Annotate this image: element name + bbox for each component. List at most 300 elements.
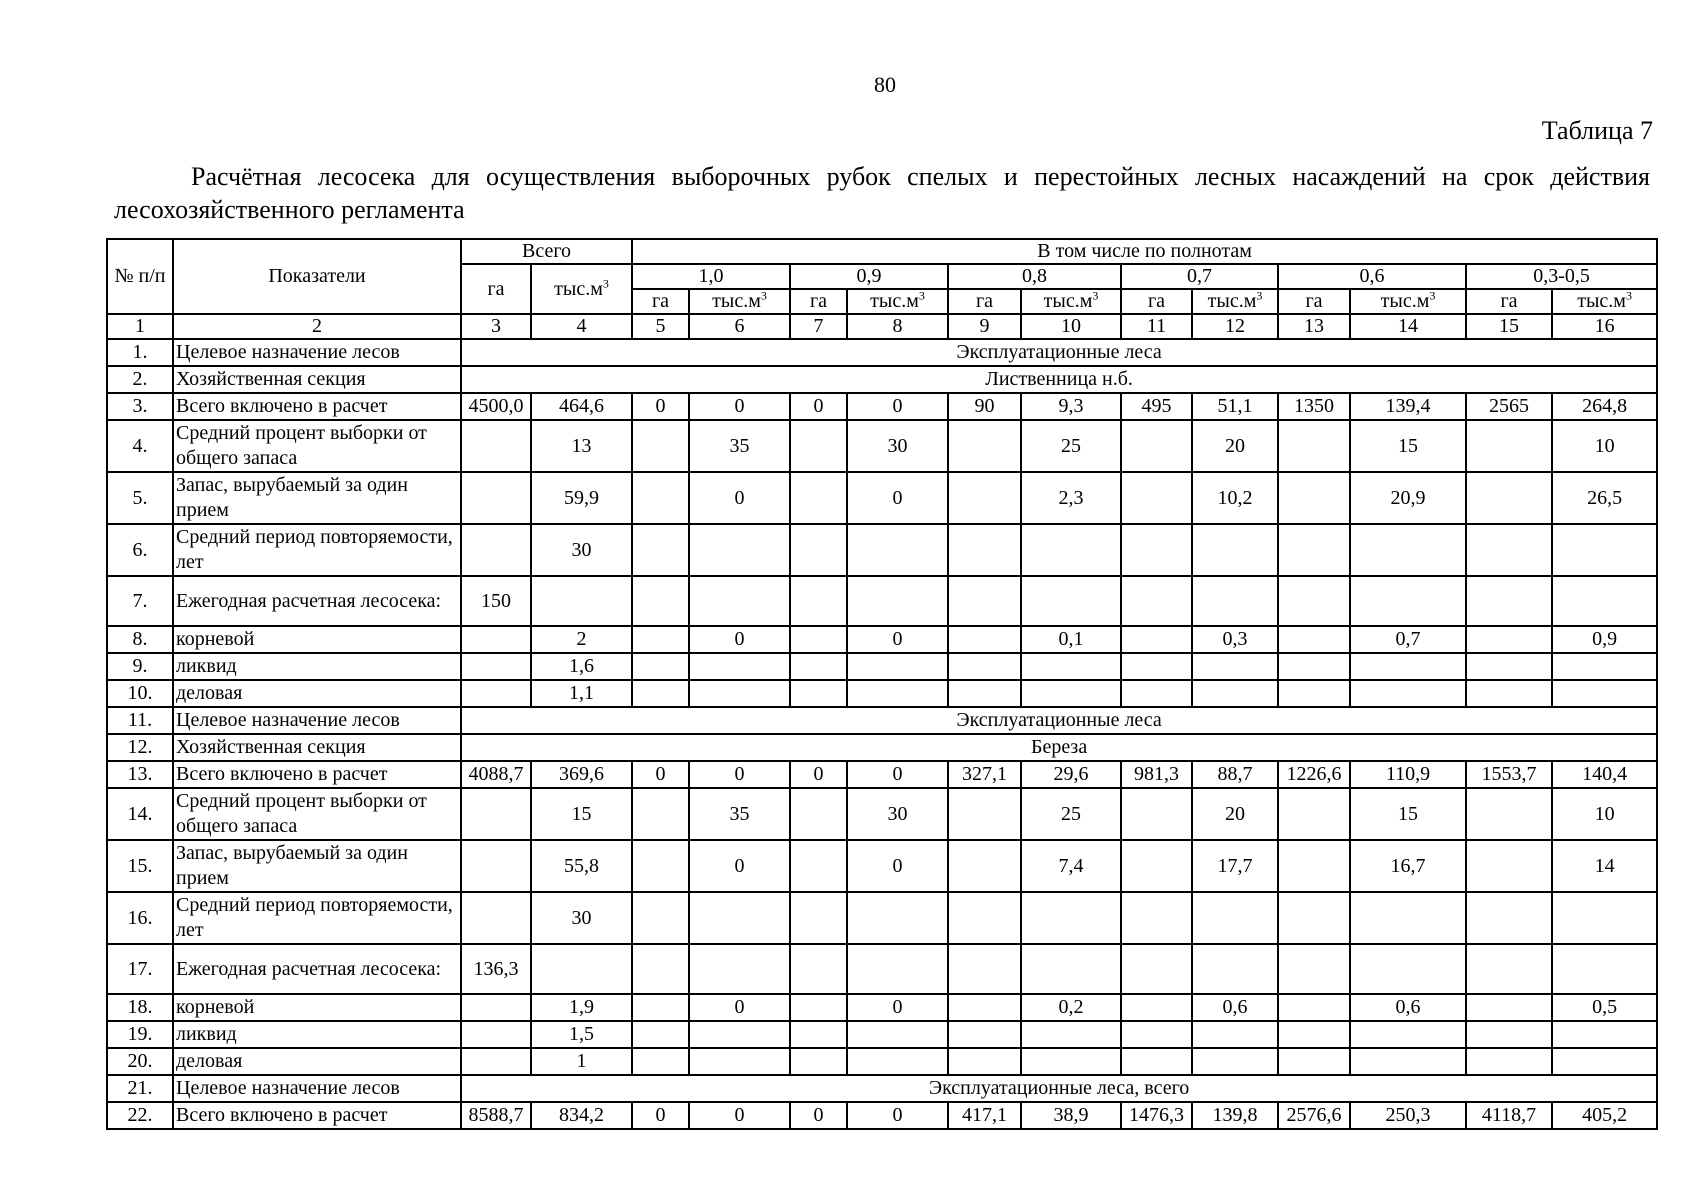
table-cell: 10	[1552, 420, 1657, 472]
table-cell	[632, 1048, 689, 1075]
table-cell	[632, 420, 689, 472]
table-row	[107, 761, 1657, 788]
table-cell: 0	[689, 840, 790, 892]
column-number: 2	[173, 314, 461, 339]
table-cell: 0	[790, 393, 847, 420]
column-number: 14	[1350, 314, 1466, 339]
table-cell: 0	[847, 393, 948, 420]
table-cell	[1350, 576, 1466, 626]
row-number: 1.	[107, 339, 173, 366]
row-number: 4.	[107, 420, 173, 472]
table-cell	[1552, 1048, 1657, 1075]
table-cell: 4500,0	[461, 393, 531, 420]
header-unit-volume: $тыс.м^3$	[1021, 289, 1121, 314]
table-cell: 4088,7	[461, 761, 531, 788]
table-cell: 90	[948, 393, 1021, 420]
table-cell	[948, 788, 1021, 840]
table-cell	[847, 576, 948, 626]
table-cell	[1278, 1021, 1350, 1048]
column-number: 6	[689, 314, 790, 339]
table-cell: 0,9	[1552, 626, 1657, 653]
table-cell	[1121, 994, 1192, 1021]
table-cell	[948, 420, 1021, 472]
column-number: 8	[847, 314, 948, 339]
table-cell: 20	[1192, 420, 1278, 472]
table-cell	[632, 653, 689, 680]
table-cell	[632, 524, 689, 576]
table-cell	[1466, 576, 1552, 626]
row-number: 18.	[107, 994, 173, 1021]
table-cell: 30	[847, 420, 948, 472]
row-number: 15.	[107, 840, 173, 892]
row-indicator: ликвид	[173, 1021, 461, 1048]
table-cell	[461, 653, 531, 680]
table-cell	[1466, 626, 1552, 653]
table-cell: 0,1	[1021, 626, 1121, 653]
row-number: 9.	[107, 653, 173, 680]
table-cell: 30	[847, 788, 948, 840]
row-indicator: деловая	[173, 1048, 461, 1075]
table-cell: 150	[461, 576, 531, 626]
table-cell: 15	[1350, 420, 1466, 472]
header-num: № п/п	[107, 239, 173, 314]
table-cell	[1021, 576, 1121, 626]
table-cell	[632, 472, 689, 524]
table-cell	[1121, 840, 1192, 892]
row-number: 7.	[107, 576, 173, 626]
column-number: 1	[107, 314, 173, 339]
table-cell: 55,8	[531, 840, 632, 892]
table-cell	[790, 576, 847, 626]
table-cell	[1121, 653, 1192, 680]
table-cell: 0	[847, 840, 948, 892]
table-cell	[689, 944, 790, 994]
column-number: 3	[461, 314, 531, 339]
row-indicator: Хозяйственная секция	[173, 366, 461, 393]
table-cell: 1,9	[531, 994, 632, 1021]
table-cell: 17,7	[1192, 840, 1278, 892]
table-cell	[689, 1048, 790, 1075]
table-cell	[1021, 524, 1121, 576]
table-cell	[1121, 472, 1192, 524]
table-cell	[790, 653, 847, 680]
header-density: 1,0	[632, 264, 790, 289]
row-indicator: Целевое назначение лесов	[173, 707, 461, 734]
table-cell	[1121, 576, 1192, 626]
table-cell	[1121, 524, 1192, 576]
table-cell: 136,3	[461, 944, 531, 994]
row-indicator: Средний процент выборки от общего запаса	[173, 420, 461, 472]
table-cell	[948, 653, 1021, 680]
table-cell: 0	[689, 994, 790, 1021]
table-row	[107, 734, 1657, 761]
table-cell: 0,6	[1350, 994, 1466, 1021]
table-cell	[948, 944, 1021, 994]
table-cell	[1350, 892, 1466, 944]
table-cell: 2	[531, 626, 632, 653]
table-label: Таблица 7	[1541, 116, 1653, 145]
table-cell	[790, 840, 847, 892]
table-cell: 0	[632, 393, 689, 420]
table-cell: 30	[531, 892, 632, 944]
row-span-value: Эксплуатационные леса	[461, 339, 1657, 366]
row-indicator: Хозяйственная секция	[173, 734, 461, 761]
table-cell	[531, 576, 632, 626]
table-cell: 16,7	[1350, 840, 1466, 892]
table-row	[107, 653, 1657, 680]
table-cell	[1121, 420, 1192, 472]
row-number: 10.	[107, 680, 173, 707]
table-cell	[948, 576, 1021, 626]
table-cell: 88,7	[1192, 761, 1278, 788]
row-indicator: ликвид	[173, 653, 461, 680]
table-cell	[1021, 892, 1121, 944]
table-cell	[1278, 524, 1350, 576]
table-cell: 2565	[1466, 393, 1552, 420]
table-cell	[1121, 788, 1192, 840]
table-cell	[1192, 653, 1278, 680]
row-indicator: Запас, вырубаемый за один прием	[173, 472, 461, 524]
table-cell	[1021, 1048, 1121, 1075]
table-cell: 10,2	[1192, 472, 1278, 524]
table-row	[107, 1048, 1657, 1075]
row-number: 21.	[107, 1075, 173, 1102]
table-cell: 0	[632, 761, 689, 788]
header-unit-ha: га	[632, 289, 689, 314]
table-row	[107, 524, 1657, 576]
table-cell	[1278, 576, 1350, 626]
table-cell	[1192, 680, 1278, 707]
table-cell: 0	[847, 1102, 948, 1129]
table-cell	[1278, 840, 1350, 892]
header-total-ha: га	[461, 264, 531, 314]
table-cell	[948, 472, 1021, 524]
table-cell	[632, 626, 689, 653]
row-number: 12.	[107, 734, 173, 761]
row-number: 14.	[107, 788, 173, 840]
header-unit-volume: $тыс.м^3$	[689, 289, 790, 314]
table-cell: 26,5	[1552, 472, 1657, 524]
table-cell	[1278, 680, 1350, 707]
header-unit-ha: га	[790, 289, 847, 314]
column-number: 12	[1192, 314, 1278, 339]
table-cell	[461, 892, 531, 944]
table-cell: 0	[689, 393, 790, 420]
table-cell	[632, 892, 689, 944]
table-cell: 2,3	[1021, 472, 1121, 524]
row-number: 3.	[107, 393, 173, 420]
row-number: 20.	[107, 1048, 173, 1075]
header-unit-volume: $тыс.м^3$	[1552, 289, 1657, 314]
table-cell	[1192, 1021, 1278, 1048]
table-cell: 140,4	[1552, 761, 1657, 788]
header-density: 0,8	[948, 264, 1121, 289]
header-unit-ha: га	[1466, 289, 1552, 314]
table-row	[107, 944, 1657, 994]
table-cell: 0	[689, 1102, 790, 1129]
column-number: 4	[531, 314, 632, 339]
row-indicator: Целевое назначение лесов	[173, 1075, 461, 1102]
table-cell: 405,2	[1552, 1102, 1657, 1129]
table-cell	[1350, 1048, 1466, 1075]
row-span-value: Береза	[461, 734, 1657, 761]
table-cell	[1121, 1021, 1192, 1048]
table-cell: 1,5	[531, 1021, 632, 1048]
table-cell	[1021, 680, 1121, 707]
row-indicator: Средний период повторяемости, лет	[173, 524, 461, 576]
header-total: Всего	[461, 239, 632, 264]
allowable-cut-table	[106, 238, 1658, 1130]
row-number: 11.	[107, 707, 173, 734]
table-cell	[1466, 653, 1552, 680]
table-cell	[1552, 944, 1657, 994]
header-indicators: Показатели	[173, 239, 461, 314]
table-cell	[790, 1048, 847, 1075]
table-cell	[847, 1021, 948, 1048]
row-indicator: Запас, вырубаемый за один прием	[173, 840, 461, 892]
table-cell	[632, 576, 689, 626]
table-cell: 0	[689, 761, 790, 788]
table-title: Расчётная лесосека для осуществления выборочных рубок спелых и перестойных лесных насаждений на срок действия лесохозяйственного регламента	[114, 162, 1650, 224]
table-cell: 29,6	[1021, 761, 1121, 788]
header-total-volume: $тыс.м^3$	[531, 264, 632, 314]
table-cell	[1278, 626, 1350, 653]
table-cell	[1278, 472, 1350, 524]
table-cell	[689, 892, 790, 944]
table-cell	[847, 524, 948, 576]
header-density: 0,9	[790, 264, 948, 289]
table-row	[107, 707, 1657, 734]
table-cell	[461, 680, 531, 707]
row-indicator: Средний процент выборки от общего запаса	[173, 788, 461, 840]
table-cell	[790, 420, 847, 472]
table-cell: 7,4	[1021, 840, 1121, 892]
table-cell: 25	[1021, 420, 1121, 472]
table-cell: 14	[1552, 840, 1657, 892]
table-cell: 0	[847, 761, 948, 788]
table-cell	[1350, 653, 1466, 680]
table-cell	[948, 892, 1021, 944]
table-cell	[948, 994, 1021, 1021]
table-cell: 4118,7	[1466, 1102, 1552, 1129]
table-cell	[1021, 653, 1121, 680]
table-cell	[1466, 524, 1552, 576]
row-indicator: Ежегодная расчетная лесосека:	[173, 576, 461, 626]
table-cell: 1553,7	[1466, 761, 1552, 788]
table-cell: 1476,3	[1121, 1102, 1192, 1129]
row-indicator: деловая	[173, 680, 461, 707]
row-number: 17.	[107, 944, 173, 994]
table-cell: 20,9	[1350, 472, 1466, 524]
table-cell: 250,3	[1350, 1102, 1466, 1129]
table-cell: 0	[847, 472, 948, 524]
table-cell	[790, 472, 847, 524]
table-cell	[461, 420, 531, 472]
row-indicator: корневой	[173, 994, 461, 1021]
row-number: 19.	[107, 1021, 173, 1048]
table-cell	[1278, 653, 1350, 680]
column-number: 15	[1466, 314, 1552, 339]
table-cell: 0,3	[1192, 626, 1278, 653]
table-cell: 30	[531, 524, 632, 576]
table-cell: 139,4	[1350, 393, 1466, 420]
table-cell: 369,6	[531, 761, 632, 788]
table-cell	[1350, 524, 1466, 576]
table-row	[107, 472, 1657, 524]
table-cell	[1121, 892, 1192, 944]
table-row	[107, 680, 1657, 707]
table-cell: 9,3	[1021, 393, 1121, 420]
table-cell: 0	[790, 1102, 847, 1129]
table-cell: 1,6	[531, 653, 632, 680]
table-cell	[461, 626, 531, 653]
table-cell: 20	[1192, 788, 1278, 840]
table-row	[107, 892, 1657, 944]
page-number: 80	[874, 72, 896, 97]
table-row	[107, 366, 1657, 393]
header-unit-ha: га	[1121, 289, 1192, 314]
header-unit-ha: га	[948, 289, 1021, 314]
table-cell	[1350, 680, 1466, 707]
table-cell	[1121, 680, 1192, 707]
table-cell	[461, 1021, 531, 1048]
table-cell: 15	[531, 788, 632, 840]
table-cell: 139,8	[1192, 1102, 1278, 1129]
table-cell: 1	[531, 1048, 632, 1075]
table-cell: 0	[632, 1102, 689, 1129]
table-row	[107, 840, 1657, 892]
table-cell	[1466, 892, 1552, 944]
header-unit-volume: $тыс.м^3$	[847, 289, 948, 314]
row-indicator: Всего включено в расчет	[173, 393, 461, 420]
table-cell: 35	[689, 420, 790, 472]
table-cell	[632, 788, 689, 840]
table-cell	[1278, 994, 1350, 1021]
table-cell	[948, 1021, 1021, 1048]
table-cell: 1350	[1278, 393, 1350, 420]
table-cell	[1121, 626, 1192, 653]
table-cell	[632, 680, 689, 707]
table-cell	[1278, 944, 1350, 994]
table-cell: 2576,6	[1278, 1102, 1350, 1129]
row-number: 2.	[107, 366, 173, 393]
table-cell	[1121, 944, 1192, 994]
table-row	[107, 1102, 1657, 1129]
table-cell	[790, 626, 847, 653]
table-cell: 13	[531, 420, 632, 472]
table-cell	[1466, 944, 1552, 994]
table-row	[107, 994, 1657, 1021]
row-number: 8.	[107, 626, 173, 653]
table-cell	[461, 840, 531, 892]
table-cell: 0,2	[1021, 994, 1121, 1021]
table-cell	[847, 892, 948, 944]
table-cell	[1192, 892, 1278, 944]
table-cell	[461, 1048, 531, 1075]
column-number: 13	[1278, 314, 1350, 339]
column-number: 10	[1021, 314, 1121, 339]
row-indicator: Средний период повторяемости, лет	[173, 892, 461, 944]
table-cell	[689, 680, 790, 707]
row-indicator: Ежегодная расчетная лесосека:	[173, 944, 461, 994]
table-cell: 0	[847, 626, 948, 653]
table-cell: 25	[1021, 788, 1121, 840]
table-cell: 327,1	[948, 761, 1021, 788]
table-cell	[1350, 1021, 1466, 1048]
table-cell	[1466, 788, 1552, 840]
table-cell	[689, 1021, 790, 1048]
table-row	[107, 788, 1657, 840]
table-cell	[1466, 680, 1552, 707]
table-cell	[847, 680, 948, 707]
table-cell	[1350, 944, 1466, 994]
table-row	[107, 420, 1657, 472]
table-cell: 981,3	[1121, 761, 1192, 788]
table-cell: 110,9	[1350, 761, 1466, 788]
table-cell	[689, 653, 790, 680]
table-cell	[1192, 524, 1278, 576]
table-cell	[790, 788, 847, 840]
table-cell	[948, 840, 1021, 892]
table-cell	[790, 1021, 847, 1048]
table-cell: 0	[689, 472, 790, 524]
table-cell	[847, 1048, 948, 1075]
table-cell	[1278, 420, 1350, 472]
column-number: 9	[948, 314, 1021, 339]
table-cell	[790, 892, 847, 944]
table-cell	[689, 576, 790, 626]
table-cell: 0,7	[1350, 626, 1466, 653]
table-cell	[461, 472, 531, 524]
table-cell: 495	[1121, 393, 1192, 420]
table-cell	[1021, 944, 1121, 994]
row-span-value: Эксплуатационные леса, всего	[461, 1075, 1657, 1102]
table-cell	[632, 944, 689, 994]
table-cell	[632, 840, 689, 892]
header-density: 0,6	[1278, 264, 1466, 289]
table-cell: 0	[847, 994, 948, 1021]
table-cell: 417,1	[948, 1102, 1021, 1129]
table-cell: 834,2	[531, 1102, 632, 1129]
table-cell: 38,9	[1021, 1102, 1121, 1129]
table-row	[107, 1021, 1657, 1048]
column-number: 16	[1552, 314, 1657, 339]
table-row	[107, 339, 1657, 366]
row-span-value: Эксплуатационные леса	[461, 707, 1657, 734]
table-cell	[1192, 944, 1278, 994]
table-cell: 264,8	[1552, 393, 1657, 420]
table-cell	[1278, 892, 1350, 944]
table-cell	[632, 1021, 689, 1048]
table-cell	[461, 788, 531, 840]
table-cell	[1466, 1021, 1552, 1048]
table-row	[107, 626, 1657, 653]
header-by-density: В том числе по полнотам	[632, 239, 1657, 264]
table-cell: 35	[689, 788, 790, 840]
table-cell	[948, 626, 1021, 653]
column-number: 5	[632, 314, 689, 339]
header-unit-volume: $тыс.м^3$	[1350, 289, 1466, 314]
table-cell	[1466, 1048, 1552, 1075]
table-cell	[1552, 680, 1657, 707]
table-cell	[948, 1048, 1021, 1075]
table-cell	[1466, 420, 1552, 472]
header-unit-ha: га	[1278, 289, 1350, 314]
table-cell	[1552, 892, 1657, 944]
table-cell: 0,5	[1552, 994, 1657, 1021]
row-indicator: Целевое назначение лесов	[173, 339, 461, 366]
table-cell	[790, 680, 847, 707]
